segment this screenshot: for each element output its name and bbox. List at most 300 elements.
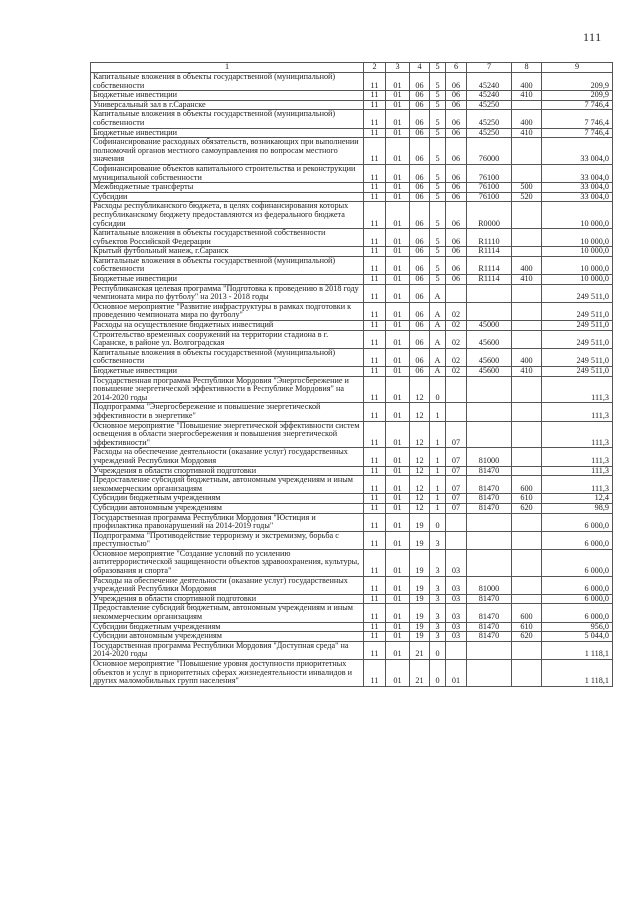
header-cell: 2 [364, 63, 386, 73]
code-ministry: 11 [364, 192, 386, 202]
code-section: 01 [386, 302, 410, 320]
row-amount: 1 118,1 [542, 660, 613, 687]
code-section: 01 [386, 73, 410, 91]
table-body [91, 63, 613, 687]
code-activity: 07 [446, 448, 467, 466]
code-subprogram: 5 [430, 110, 446, 128]
table-row [91, 100, 613, 110]
code-subprogram: А [430, 302, 446, 320]
code-program: 19 [410, 576, 430, 594]
code-program: 12 [410, 503, 430, 513]
code-activity: 06 [446, 138, 467, 165]
code-program: 06 [410, 348, 430, 366]
code-activity: 07 [446, 476, 467, 494]
row-amount: 111,3 [542, 466, 613, 476]
code-subprogram: А [430, 321, 446, 331]
code-ministry: 11 [364, 100, 386, 110]
code-activity: 07 [446, 421, 467, 448]
table-row [91, 403, 613, 421]
code-activity: 03 [446, 632, 467, 642]
code-subprogram: А [430, 284, 446, 302]
code-subprogram: 3 [430, 622, 446, 632]
code-activity: 01 [446, 660, 467, 687]
row-description: Расходы на обеспечение деятельности (оказание услуг) государственных учреждений Республики Мордовия [91, 576, 364, 594]
table-row [91, 138, 613, 165]
row-amount: 249 511,0 [542, 367, 613, 377]
code-subprogram: 1 [430, 421, 446, 448]
code-activity: 06 [446, 275, 467, 285]
row-description: Капитальные вложения в объекты государственной (муниципальной) собственности [91, 348, 364, 366]
code-section: 01 [386, 503, 410, 513]
code-activity [446, 376, 467, 403]
code-subprogram: 5 [430, 164, 446, 182]
code-subprogram: 3 [430, 549, 446, 576]
code-direction: 81470 [467, 494, 512, 504]
code-section: 01 [386, 513, 410, 531]
code-expense-type: 500 [512, 183, 542, 193]
code-section: 01 [386, 604, 410, 622]
code-direction: R0000 [467, 202, 512, 229]
code-program: 06 [410, 202, 430, 229]
row-description: Капитальные вложения в объекты государственной (муниципальной) собственности [91, 110, 364, 128]
row-description: Основное мероприятие "Повышение уровня доступности приоритетных объектов и услуг в приоритетных сферах жизнедеятельности инвалидов и других маломобильных групп населения" [91, 660, 364, 687]
code-direction: 81470 [467, 604, 512, 622]
row-amount: 249 511,0 [542, 302, 613, 320]
code-section: 01 [386, 494, 410, 504]
table-row [91, 660, 613, 687]
code-direction: R1114 [467, 247, 512, 257]
row-amount: 7 746,4 [542, 110, 613, 128]
code-ministry: 11 [364, 641, 386, 659]
code-program: 06 [410, 164, 430, 182]
code-ministry: 11 [364, 622, 386, 632]
row-description: Капитальные вложения в объекты государственной (муниципальной) собственности [91, 73, 364, 91]
row-description: Межбюджетные трансферты [91, 183, 364, 193]
code-ministry: 11 [364, 202, 386, 229]
code-program: 12 [410, 494, 430, 504]
code-activity [446, 403, 467, 421]
header-cell: 4 [410, 63, 430, 73]
row-description: Основное мероприятие "Создание условий по усилению антитеррористической защищенности объектов здравоохранения, культуры, образования и спорта" [91, 549, 364, 576]
budget-table [90, 62, 613, 687]
code-ministry: 11 [364, 513, 386, 531]
code-activity: 03 [446, 622, 467, 632]
table-row [91, 549, 613, 576]
row-description: Расходы республиканского бюджета, в целях софинансирования которых республиканскому бюджету предоставляются из федерального бюджета субсидии [91, 202, 364, 229]
code-section: 01 [386, 321, 410, 331]
code-direction: 76100 [467, 192, 512, 202]
code-activity: 06 [446, 100, 467, 110]
row-description: Софинансирование расходных обязательств, возникающих при выполнении полномочий органов местного самоуправления по вопросам местного значения [91, 138, 364, 165]
code-section: 01 [386, 632, 410, 642]
code-program: 19 [410, 531, 430, 549]
code-subprogram: 0 [430, 641, 446, 659]
code-section: 01 [386, 576, 410, 594]
row-description: Государственная программа Республики Мордовия "Доступная среда" на 2014-2020 годы [91, 641, 364, 659]
code-activity: 02 [446, 348, 467, 366]
code-expense-type: 410 [512, 367, 542, 377]
row-description: Учреждения в области спортивной подготовки [91, 594, 364, 604]
table-row [91, 503, 613, 513]
row-description: Республиканская целевая программа "Подготовка к проведению в 2018 году чемпионата мира по футболу" на 2013 - 2018 годы [91, 284, 364, 302]
header-cell: 8 [512, 63, 542, 73]
code-section: 01 [386, 128, 410, 138]
row-amount: 111,3 [542, 476, 613, 494]
table-row [91, 476, 613, 494]
table-row [91, 164, 613, 182]
code-subprogram: 5 [430, 128, 446, 138]
code-direction: 45600 [467, 330, 512, 348]
row-amount: 111,3 [542, 421, 613, 448]
code-subprogram: 5 [430, 256, 446, 274]
code-activity: 03 [446, 576, 467, 594]
row-amount: 6 000,0 [542, 531, 613, 549]
code-subprogram: 0 [430, 660, 446, 687]
row-amount: 6 000,0 [542, 576, 613, 594]
table-row [91, 275, 613, 285]
page-number: 111 [583, 30, 602, 44]
row-description: Капитальные вложения в объекты государственной (муниципальной) собственности [91, 256, 364, 274]
row-description: Крытый футбольный манеж, г.Саранск [91, 247, 364, 257]
code-direction: 81000 [467, 576, 512, 594]
code-program: 06 [410, 73, 430, 91]
row-amount: 6 000,0 [542, 513, 613, 531]
code-ministry: 11 [364, 632, 386, 642]
code-ministry: 11 [364, 421, 386, 448]
code-direction: 81000 [467, 448, 512, 466]
row-description: Основное мероприятие "Развитие инфраструктуры в рамках подготовки к проведению чемпионата мира по футболу" [91, 302, 364, 320]
row-description: Бюджетные инвестиции [91, 275, 364, 285]
code-activity [446, 513, 467, 531]
table-row [91, 531, 613, 549]
code-ministry: 11 [364, 448, 386, 466]
row-amount: 10 000,0 [542, 202, 613, 229]
row-description: Субсидии бюджетным учреждениям [91, 494, 364, 504]
table-row [91, 622, 613, 632]
code-ministry: 11 [364, 73, 386, 91]
code-activity: 06 [446, 256, 467, 274]
code-section: 01 [386, 202, 410, 229]
code-program: 06 [410, 330, 430, 348]
code-direction: 45250 [467, 100, 512, 110]
row-amount: 249 511,0 [542, 348, 613, 366]
code-activity: 07 [446, 503, 467, 513]
code-program: 19 [410, 622, 430, 632]
code-activity: 02 [446, 302, 467, 320]
row-description: Подпрограмма "Энергосбережение и повышение энергетической эффективности в энергетике" [91, 403, 364, 421]
row-description: Расходы на обеспечение деятельности (оказание услуг) государственных учреждений Республики Мордовия [91, 448, 364, 466]
code-expense-type: 520 [512, 192, 542, 202]
row-amount: 10 000,0 [542, 256, 613, 274]
row-amount: 6 000,0 [542, 594, 613, 604]
row-description: Предоставление субсидий бюджетным, автономным учреждениям и иным некоммерческим организациям [91, 604, 364, 622]
code-section: 01 [386, 367, 410, 377]
row-description: Государственная программа Республики Мордовия "Энергосбережение и повышение энергетической эффективности в Республике Мордовия" на 2014-2020 годы [91, 376, 364, 403]
row-description: Подпрограмма "Противодействие терроризму и экстремизму, борьба с преступностью" [91, 531, 364, 549]
code-ministry: 11 [364, 403, 386, 421]
code-ministry: 11 [364, 284, 386, 302]
code-direction [467, 302, 512, 320]
code-program: 06 [410, 256, 430, 274]
code-subprogram: 5 [430, 275, 446, 285]
row-amount: 249 511,0 [542, 330, 613, 348]
code-activity: 06 [446, 229, 467, 247]
code-activity [446, 284, 467, 302]
row-amount: 956,0 [542, 622, 613, 632]
row-amount: 6 000,0 [542, 549, 613, 576]
table-row [91, 256, 613, 274]
code-subprogram: 1 [430, 494, 446, 504]
code-subprogram: А [430, 367, 446, 377]
code-program: 12 [410, 476, 430, 494]
code-section: 01 [386, 421, 410, 448]
row-description: Бюджетные инвестиции [91, 128, 364, 138]
code-program: 19 [410, 632, 430, 642]
table-row [91, 302, 613, 320]
code-ministry: 11 [364, 128, 386, 138]
code-direction: 81470 [467, 632, 512, 642]
table-row [91, 321, 613, 331]
code-ministry: 11 [364, 348, 386, 366]
row-amount: 111,3 [542, 448, 613, 466]
code-subprogram: А [430, 330, 446, 348]
code-subprogram: 0 [430, 376, 446, 403]
code-ministry: 11 [364, 302, 386, 320]
code-activity: 06 [446, 128, 467, 138]
code-direction [467, 403, 512, 421]
code-direction [467, 641, 512, 659]
row-description: Основное мероприятие "Повышение энергетической эффективности систем освещения в области энергосбережения и повышения энергетической эффективности" [91, 421, 364, 448]
code-ministry: 11 [364, 549, 386, 576]
code-program: 06 [410, 275, 430, 285]
code-activity [446, 641, 467, 659]
code-subprogram: А [430, 348, 446, 366]
code-direction: R1110 [467, 229, 512, 247]
row-description: Бюджетные инвестиции [91, 91, 364, 101]
table-row [91, 466, 613, 476]
code-direction [467, 513, 512, 531]
code-activity [446, 531, 467, 549]
code-direction [467, 376, 512, 403]
code-ministry: 11 [364, 503, 386, 513]
table-row [91, 494, 613, 504]
code-ministry: 11 [364, 321, 386, 331]
row-amount: 249 511,0 [542, 321, 613, 331]
row-description: Учреждения в области спортивной подготовки [91, 466, 364, 476]
header-cell: 5 [430, 63, 446, 73]
code-expense-type: 400 [512, 348, 542, 366]
header-cell: 1 [91, 63, 364, 73]
code-program: 06 [410, 100, 430, 110]
code-section: 01 [386, 275, 410, 285]
code-expense-type [512, 229, 542, 247]
code-section: 01 [386, 594, 410, 604]
code-ministry: 11 [364, 604, 386, 622]
code-direction: 81470 [467, 594, 512, 604]
row-amount: 12,4 [542, 494, 613, 504]
code-subprogram: 3 [430, 594, 446, 604]
table-row [91, 513, 613, 531]
code-expense-type: 410 [512, 275, 542, 285]
code-subprogram: 1 [430, 503, 446, 513]
code-direction [467, 660, 512, 687]
code-ministry: 11 [364, 229, 386, 247]
code-ministry: 11 [364, 183, 386, 193]
code-expense-type: 600 [512, 476, 542, 494]
code-expense-type [512, 531, 542, 549]
code-expense-type: 400 [512, 110, 542, 128]
code-section: 01 [386, 549, 410, 576]
code-program: 19 [410, 604, 430, 622]
code-program: 19 [410, 549, 430, 576]
code-subprogram: 3 [430, 576, 446, 594]
code-section: 01 [386, 641, 410, 659]
code-ministry: 11 [364, 376, 386, 403]
code-expense-type: 620 [512, 632, 542, 642]
table-row [91, 247, 613, 257]
code-direction: 45600 [467, 348, 512, 366]
code-expense-type [512, 421, 542, 448]
code-subprogram: 5 [430, 229, 446, 247]
row-description: Расходы на осуществление бюджетных инвестиций [91, 321, 364, 331]
code-activity: 06 [446, 247, 467, 257]
code-activity: 06 [446, 91, 467, 101]
code-subprogram: 5 [430, 192, 446, 202]
code-program: 21 [410, 660, 430, 687]
code-activity: 06 [446, 192, 467, 202]
code-program: 06 [410, 91, 430, 101]
table-row [91, 641, 613, 659]
code-section: 01 [386, 110, 410, 128]
code-direction: 45250 [467, 110, 512, 128]
code-direction: 45240 [467, 73, 512, 91]
code-section: 01 [386, 376, 410, 403]
table-row [91, 73, 613, 91]
code-section: 01 [386, 660, 410, 687]
code-subprogram: 5 [430, 202, 446, 229]
code-program: 12 [410, 376, 430, 403]
table-row [91, 421, 613, 448]
code-expense-type [512, 202, 542, 229]
code-direction: 76100 [467, 164, 512, 182]
row-amount: 98,9 [542, 503, 613, 513]
table-row [91, 192, 613, 202]
code-expense-type [512, 448, 542, 466]
code-activity: 03 [446, 604, 467, 622]
row-amount: 33 004,0 [542, 164, 613, 182]
code-activity: 07 [446, 494, 467, 504]
code-expense-type [512, 284, 542, 302]
row-description: Капитальные вложения в объекты государственной собственности субъектов Российской Федерации [91, 229, 364, 247]
row-amount: 209,9 [542, 91, 613, 101]
code-program: 06 [410, 229, 430, 247]
code-activity: 03 [446, 549, 467, 576]
row-amount: 249 511,0 [542, 284, 613, 302]
code-direction [467, 531, 512, 549]
table-row [91, 110, 613, 128]
code-expense-type [512, 660, 542, 687]
code-program: 19 [410, 513, 430, 531]
code-activity: 02 [446, 367, 467, 377]
code-subprogram: 3 [430, 604, 446, 622]
table-row [91, 376, 613, 403]
code-section: 01 [386, 330, 410, 348]
code-expense-type [512, 321, 542, 331]
row-amount: 5 044,0 [542, 632, 613, 642]
row-amount: 10 000,0 [542, 229, 613, 247]
code-ministry: 11 [364, 247, 386, 257]
table-row [91, 594, 613, 604]
code-program: 06 [410, 192, 430, 202]
row-description: Предоставление субсидий бюджетным, автономным учреждениям и иным некоммерческим организациям [91, 476, 364, 494]
row-description: Субсидии [91, 192, 364, 202]
code-expense-type [512, 100, 542, 110]
row-description: Универсальный зал в г.Саранске [91, 100, 364, 110]
code-ministry: 11 [364, 110, 386, 128]
table-row [91, 604, 613, 622]
code-ministry: 11 [364, 138, 386, 165]
code-subprogram: 5 [430, 138, 446, 165]
table-row [91, 202, 613, 229]
header-cell: 9 [542, 63, 613, 73]
code-activity: 06 [446, 202, 467, 229]
code-activity: 06 [446, 73, 467, 91]
code-section: 01 [386, 229, 410, 247]
code-direction: 45250 [467, 128, 512, 138]
code-expense-type [512, 513, 542, 531]
code-direction: 45240 [467, 91, 512, 101]
code-ministry: 11 [364, 367, 386, 377]
code-program: 21 [410, 641, 430, 659]
code-direction [467, 421, 512, 448]
code-section: 01 [386, 284, 410, 302]
code-subprogram: 5 [430, 73, 446, 91]
header-cell: 7 [467, 63, 512, 73]
code-subprogram: 5 [430, 100, 446, 110]
code-program: 19 [410, 594, 430, 604]
row-description: Софинансирование объектов капитального строительства и реконструкции муниципальной собственности [91, 164, 364, 182]
row-description: Бюджетные инвестиции [91, 367, 364, 377]
table-row [91, 576, 613, 594]
table-row [91, 330, 613, 348]
code-activity: 06 [446, 110, 467, 128]
code-activity: 06 [446, 183, 467, 193]
code-expense-type: 610 [512, 622, 542, 632]
code-subprogram: 0 [430, 513, 446, 531]
table-row [91, 367, 613, 377]
code-subprogram: 5 [430, 91, 446, 101]
code-section: 01 [386, 247, 410, 257]
table-row [91, 448, 613, 466]
code-section: 01 [386, 100, 410, 110]
code-program: 12 [410, 448, 430, 466]
code-expense-type [512, 549, 542, 576]
code-subprogram: 5 [430, 183, 446, 193]
code-subprogram: 3 [430, 531, 446, 549]
code-direction: 76000 [467, 138, 512, 165]
code-section: 01 [386, 622, 410, 632]
row-description: Субсидии автономным учреждениям [91, 632, 364, 642]
code-section: 01 [386, 164, 410, 182]
code-direction: 81470 [467, 503, 512, 513]
code-direction: 45000 [467, 321, 512, 331]
code-program: 06 [410, 367, 430, 377]
code-direction: R1114 [467, 275, 512, 285]
code-subprogram: 1 [430, 476, 446, 494]
code-subprogram: 1 [430, 448, 446, 466]
code-direction: 81470 [467, 622, 512, 632]
table-row [91, 91, 613, 101]
